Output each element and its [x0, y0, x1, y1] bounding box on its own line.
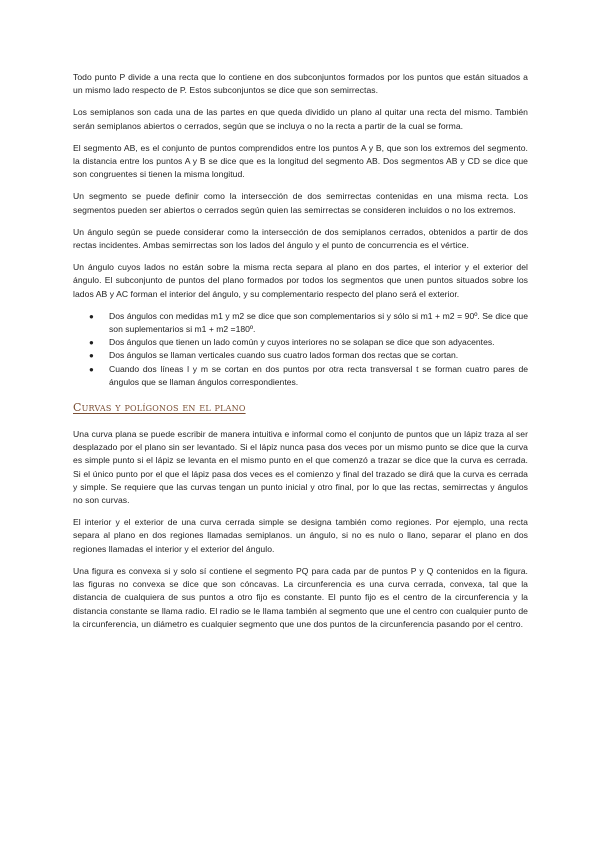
list-item-text: Dos ángulos que tienen un lado común y cuyos interiores no se solapan se dice que son adyacentes. — [109, 337, 495, 348]
paragraph-semirrectas: Todo punto P divide a una recta que lo contiene en dos subconjuntos formados por los puntos que están situados a un mismo lado respecto de P. Estos subconjuntos se dice que son semirrectas. — [73, 72, 528, 96]
bullet-icon: ● — [89, 338, 94, 348]
section-heading: Curvas y polígonos en el plano — [73, 401, 246, 415]
list-item — [89, 349, 528, 362]
bullet-icon: ● — [89, 311, 94, 321]
paragraph-regiones: El interior y el exterior de una curva cerrada simple se designa también como regiones. Por ejemplo, una recta separa al plano en dos regiones llamadas semiplanos. un ángulo, si no es nulo o llano, separar el plano en dos regiones llamadas el interior y el exterior del ángulo. — [73, 517, 528, 554]
bullet-icon: ● — [89, 364, 94, 374]
paragraph-segmento-interseccion: Un segmento se puede definir como la intersección de dos semirrectas contenidas en una misma recta. Los segmentos pueden ser abiertos o cerrados según quien las semirrectas se consideren incluidos o no los extremos. — [73, 191, 528, 215]
paragraph-angulo: Un ángulo según se puede considerar como la intersección de dos semiplanos cerrados, obtenidos a partir de dos rectas incidentes. Ambas semirrectas son los lados del ángulo y el punto de concurrencia es el vértice. — [73, 226, 528, 251]
list-item — [89, 310, 528, 336]
paragraph-convexa: Una figura es convexa si y solo sí contiene el segmento PQ para cada par de puntos P y Q contenidos en la figura. las figuras no convexa se dice que son cóncavas. La circunferencia es una curva cerrada, convexa, tal que la distancia de cualquiera de sus puntos a otro fijo es constante. El punto fijo es el centro de la circunferencia y la distancia constante se llama radio. El radio se le llama también al segmento que une el centro con cualquier punto de la circunferencia, un diámetro es cualquier segmento que une dos puntos de la circunferencia pasando por el centro. — [73, 565, 528, 629]
paragraph-curva-plana: Una curva plana se puede escribir de manera intuitiva e informal como el conjunto de puntos que un lápiz traza al ser desplazado por el plano sin ser levantado. Si el lápiz nunca pasa dos veces por un mismo punto se dice que la curva es simple punto si el lápiz se levanta en el mismo punto en el que comenzó a trazar se dice que la curva es cerrada. Si el único punto por el que el lápiz pasa dos veces es el comienzo y final del trazado se dirá que la curva es cerrada y simple. Se requiere que las curvas tengan un punto inicial y otro final, por lo que las rectas, semirrectas y ángulos no son curvas. — [73, 429, 528, 506]
list-item-text: Dos ángulos con medidas m1 y m2 se dice que son complementarios si y sólo si m1 + m2 = 90º. Se dice que son suplementarios si m1 + m2 =180º. — [109, 310, 528, 335]
list-item — [89, 363, 528, 389]
list-item — [89, 336, 528, 349]
paragraph-angulo-interior: Un ángulo cuyos lados no están sobre la misma recta separa al plano en dos partes, el interior y el exterior del ángulo. El subconjunto de puntos del plano formados por todos los segmentos que unen puntos situados sobre los lados AB y AC forman el interior del ángulo, y su complementario respecto del plano será el exterior. — [73, 262, 528, 299]
list-item-text: Cuando dos líneas l y m se cortan en dos puntos por otra recta transversal t se forman cuatro pares de ángulos que se llaman ángulos correspondientes. — [109, 363, 528, 387]
list-item-text: Dos ángulos se llaman verticales cuando sus cuatro lados forman dos rectas que se cortan. — [109, 350, 459, 361]
angle-bullet-list — [73, 310, 528, 389]
bullet-icon: ● — [89, 351, 94, 361]
paragraph-semiplanos: Los semiplanos son cada una de las partes en que queda dividido un plano al quitar una recta del mismo. También serán semiplanos abiertos o cerrados, según que se incluya o no la recta a partir de la cual se forma. — [73, 107, 528, 131]
paragraph-segmento-ab: El segmento AB, es el conjunto de puntos comprendidos entre los puntos A y B, que son los extremos del segmento. la distancia entre los puntos A y B se dice que es la longitud del segmento AB. Dos segmentos AB y CD se dice que son congruentes si tienen la misma longitud. — [73, 142, 528, 180]
